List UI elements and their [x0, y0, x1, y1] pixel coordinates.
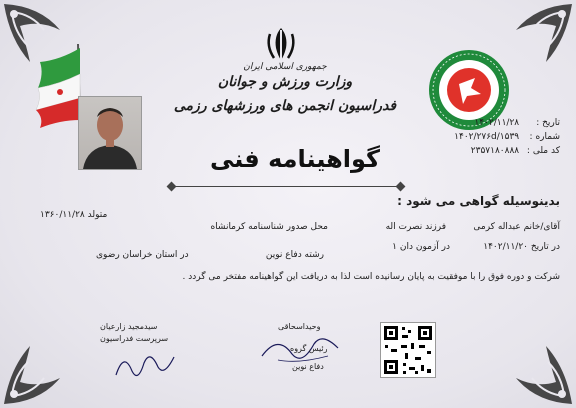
- meta-date: تاریخ : ۱۴۰۲/۱۱/۲۸: [474, 118, 560, 128]
- signatory-mid-name: وحیداسحاقی: [278, 322, 321, 331]
- corner-ornament-top-right: [506, 0, 576, 70]
- meta-number: شماره : ۱۴۰۲/۲۷۶d/۱۵۳۹: [454, 132, 560, 142]
- person-father: فرزند نصرت اله: [385, 222, 446, 232]
- qr-code-icon: [381, 323, 435, 377]
- corner-ornament-bottom-right: [506, 338, 576, 408]
- qr-code: [380, 322, 436, 378]
- iran-emblem-icon: [264, 26, 298, 62]
- exam-field: رشته دفاع نوین: [265, 250, 324, 260]
- statement-text: شرکت و دوره فوق را با موفقیت به پایان رسانیده است لذا به دریافت این گواهینامه مفتخر می گردد .: [182, 272, 560, 282]
- corner-ornament-bottom-left: [0, 338, 70, 408]
- federation-name: فدراسیون انجمن های ورزشهای رزمی: [173, 98, 397, 114]
- signatory-left-name: سیدمجید زارعیان: [100, 322, 158, 331]
- signature-left: [110, 345, 180, 385]
- person-birth: متولد ۱۳۶۰/۱۱/۲۸: [40, 210, 108, 220]
- person-portrait-icon: [79, 97, 141, 169]
- meta-national-code: کد ملی : ۲۳۵۷۱۸۰۸۸۸: [470, 146, 560, 156]
- intro-text: بدینوسیله گواهی می شود :: [397, 194, 560, 208]
- exam-date: در تاریخ ۱۴۰۲/۱۱/۲۰: [483, 242, 560, 252]
- certificate-title: گواهینامه فنی: [209, 145, 381, 173]
- person-name: آقای/خانم عبداله کرمی: [473, 222, 560, 232]
- title-divider: [172, 186, 400, 187]
- signatory-mid-role1: رئیس گروه: [290, 344, 328, 353]
- exam-level: در آزمون دان ۱: [392, 242, 450, 252]
- exam-province: در استان خراسان رضوی: [96, 250, 189, 260]
- ministry-name: وزارت ورزش و جوانان: [217, 74, 353, 90]
- republic-name: جمهوری اسلامی ایران: [243, 62, 327, 72]
- signatory-left-role: سرپرست فدراسیون: [100, 334, 169, 343]
- holder-photo: [78, 96, 142, 170]
- person-issue-place: محل صدور شناسنامه کرمانشاه: [210, 222, 328, 232]
- signatory-mid-role2: دفاع نوین: [292, 362, 324, 371]
